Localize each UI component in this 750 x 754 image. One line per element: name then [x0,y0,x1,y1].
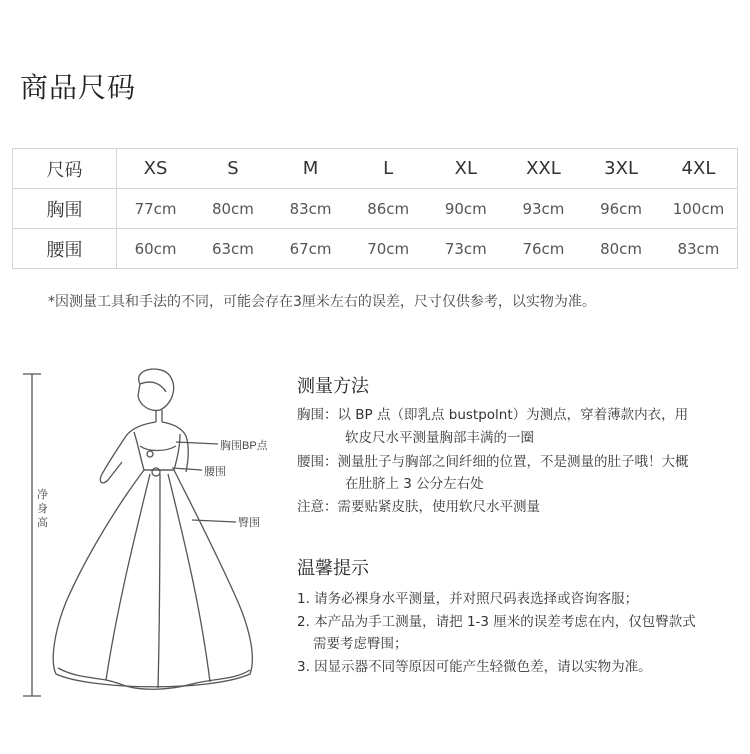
bust-pointer-line [176,442,218,444]
size-table [12,148,738,269]
waist-label: 腰围 [204,466,226,478]
neck-outline [156,410,162,422]
bust-row [13,189,738,229]
bust-cell: 93cm [505,189,583,229]
skirt-fold [158,474,160,688]
size-cell: XL [427,149,505,189]
flower-decoration [147,451,153,457]
waist-cell: 76cm [505,229,583,269]
skirt-fold [168,474,210,682]
tip-line-2a: 2. 本产品为手工测量，请把 1-3 厘米的误差考虑在内，仅包臀款式 [297,614,696,630]
hair-line [140,382,166,392]
bust-row-label: 胸围 [13,189,117,229]
height-label-char: 净 [37,489,48,501]
waist-cell: 63cm [194,229,272,269]
page-title: 商品尺码 [20,71,137,104]
hem-ruffle [58,668,250,689]
waist-method-line2: 在肚脐上 3 公分左右处 [345,476,484,492]
skirt-fold [106,474,150,680]
dress-figure-illustration [10,362,280,722]
bust-label: 胸围BP点 [220,440,268,452]
skirt-outline [53,470,252,687]
bust-cell: 86cm [349,189,427,229]
tip-line-2b: 需要考虑臀围； [313,636,408,652]
waist-flower-decoration [152,468,160,476]
hip-label: 臀围 [238,517,260,529]
bust-cell: 100cm [660,189,738,229]
waist-method-line1: 腰围：测量肚子与胸部之间纤细的位置，不是测量的肚子哦！大概 [297,454,689,470]
waist-row [13,229,738,269]
measurement-note: *因测量工具和手法的不同，可能会存在3厘米左右的误差，尺寸仅供参考，以实物为准。 [48,294,596,310]
height-label-char: 身 [37,503,48,515]
size-cell: L [349,149,427,189]
bust-curve [140,446,176,451]
waist-cell: 60cm [117,229,195,269]
bust-cell: 83cm [272,189,350,229]
size-cell: 3XL [582,149,660,189]
size-cell: M [272,149,350,189]
tips-title: 温馨提示 [297,558,369,579]
size-header-label: 尺码 [13,149,117,189]
method-title: 测量方法 [297,376,369,397]
size-cell: 4XL [660,149,738,189]
bust-cell: 80cm [194,189,272,229]
attention-line: 注意：需要贴紧皮肤，使用软尺水平测量 [297,499,540,515]
tip-line-3: 3. 因显示器不同等原因可能产生轻微色差，请以实物为准。 [297,659,652,675]
waist-cell: 83cm [660,229,738,269]
hip-pointer-line [192,520,236,522]
waist-row-label: 腰围 [13,229,117,269]
size-cell: S [194,149,272,189]
waist-cell: 80cm [582,229,660,269]
size-header-row [13,149,738,189]
waist-cell: 67cm [272,229,350,269]
size-cell: XXL [505,149,583,189]
bust-method-line2: 软皮尺水平测量胸部丰满的一圈 [345,430,534,446]
bust-cell: 96cm [582,189,660,229]
height-label-char: 高 [37,517,48,529]
tip-line-1: 1. 请务必裸身水平测量，并对照尺码表选择或咨询客服； [297,591,639,607]
size-cell: XS [117,149,195,189]
waist-cell: 73cm [427,229,505,269]
head-outline [138,369,174,410]
bust-method-line1: 胸围：以 BP 点（即乳点 bustpolnt）为测点，穿着薄款内衣，用 [297,407,689,423]
bust-cell: 77cm [117,189,195,229]
waist-cell: 70cm [349,229,427,269]
bust-cell: 90cm [427,189,505,229]
